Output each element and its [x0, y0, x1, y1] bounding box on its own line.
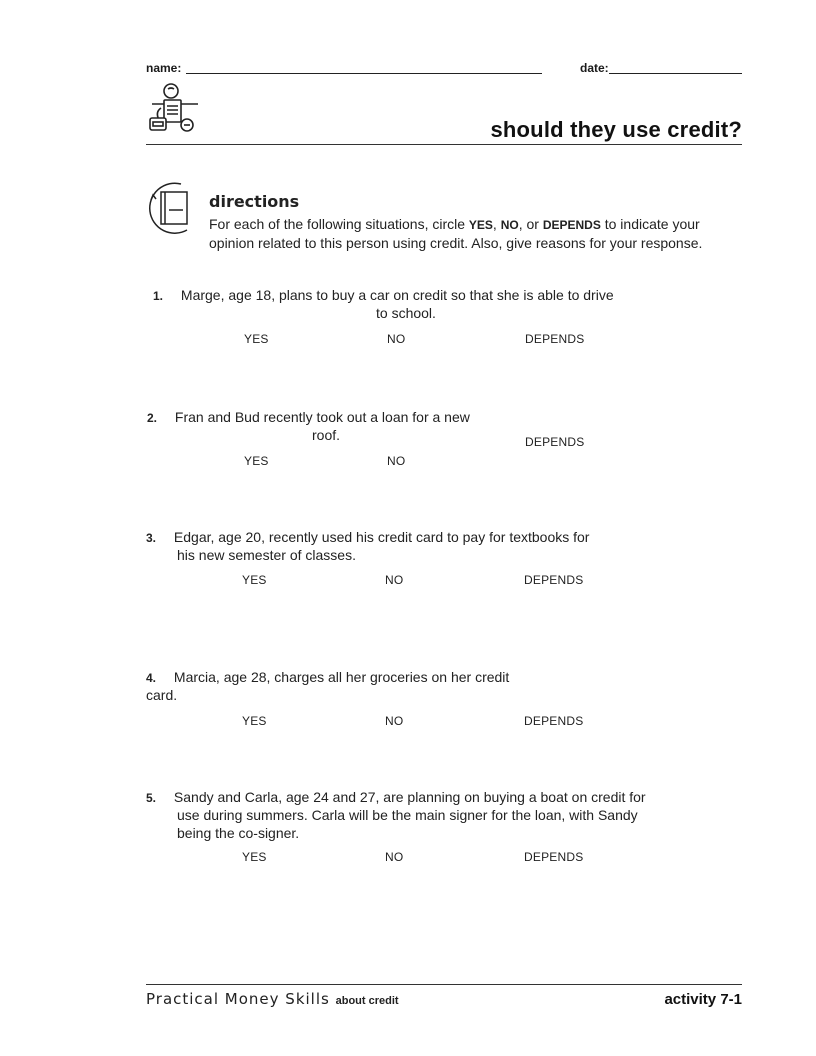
directions-text: For each of the following situations, circle YES, NO, or DEPENDS to indicate your opinion related to this person using credit. Also, give reasons for your response. — [209, 216, 703, 251]
option-no-1[interactable]: NO — [387, 332, 406, 346]
question-text: Sandy and Carla, age 24 and 27, are planning on buying a boat on credit for — [173, 789, 646, 805]
question-3 — [146, 528, 589, 547]
question-5 — [146, 788, 646, 807]
question-2 — [147, 408, 470, 427]
option-depends-2[interactable]: DEPENDS — [525, 435, 585, 449]
question-4 — [146, 668, 509, 687]
option-no-4[interactable]: NO — [385, 714, 404, 728]
question-number: 1. — [153, 289, 164, 303]
option-yes-4[interactable]: YES — [242, 714, 267, 728]
footer-brand — [146, 990, 399, 1008]
question-text-cont: to school. — [376, 305, 436, 321]
option-no-3[interactable]: NO — [385, 573, 404, 587]
footer-divider — [146, 984, 742, 985]
activity-number: activity 7-1 — [664, 991, 742, 1008]
name-field[interactable] — [186, 73, 542, 74]
date-field[interactable] — [609, 73, 742, 74]
option-yes-1[interactable]: YES — [244, 332, 269, 346]
question-text-cont: being the co-signer. — [177, 825, 300, 841]
question-number: 4. — [146, 671, 157, 685]
question-number: 5. — [146, 791, 157, 805]
question-text-cont: card. — [146, 687, 178, 703]
question-number: 2. — [147, 411, 158, 425]
question-text-cont: his new semester of classes. — [177, 547, 356, 563]
date-label: date: — [580, 61, 609, 75]
question-text: Edgar, age 20, recently used his credit card to pay for textbooks for — [173, 529, 590, 545]
person-at-desk-icon — [144, 80, 202, 136]
question-1 — [153, 286, 614, 305]
header-divider — [146, 144, 742, 145]
option-depends-4[interactable]: DEPENDS — [524, 714, 584, 728]
question-text: Marge, age 18, plans to buy a car on credit so that she is able to drive — [180, 287, 614, 303]
option-no-5[interactable]: NO — [385, 850, 404, 864]
option-depends-5[interactable]: DEPENDS — [524, 850, 584, 864]
brand-subtitle: about credit — [335, 995, 399, 1007]
question-text-cont: roof. — [312, 427, 341, 443]
directions-heading: directions — [209, 192, 300, 211]
option-yes-3[interactable]: YES — [242, 573, 267, 587]
question-text-cont: use during summers. Carla will be the main signer for the loan, with Sandy — [177, 807, 638, 823]
brand-name: Practical Money Skills — [146, 990, 330, 1008]
option-yes-5[interactable]: YES — [242, 850, 267, 864]
option-depends-3[interactable]: DEPENDS — [524, 573, 584, 587]
option-depends-1[interactable]: DEPENDS — [525, 332, 585, 346]
question-text: Marcia, age 28, charges all her groceries on her credit — [173, 669, 510, 685]
page-title: should they use credit? — [490, 117, 742, 142]
question-text: Fran and Bud recently took out a loan for a new — [174, 409, 470, 425]
option-yes-2[interactable]: YES — [244, 454, 269, 468]
notebook-cycle-icon — [147, 180, 201, 236]
name-label: name: — [146, 61, 182, 75]
question-number: 3. — [146, 531, 157, 545]
option-no-2[interactable]: NO — [387, 454, 406, 468]
